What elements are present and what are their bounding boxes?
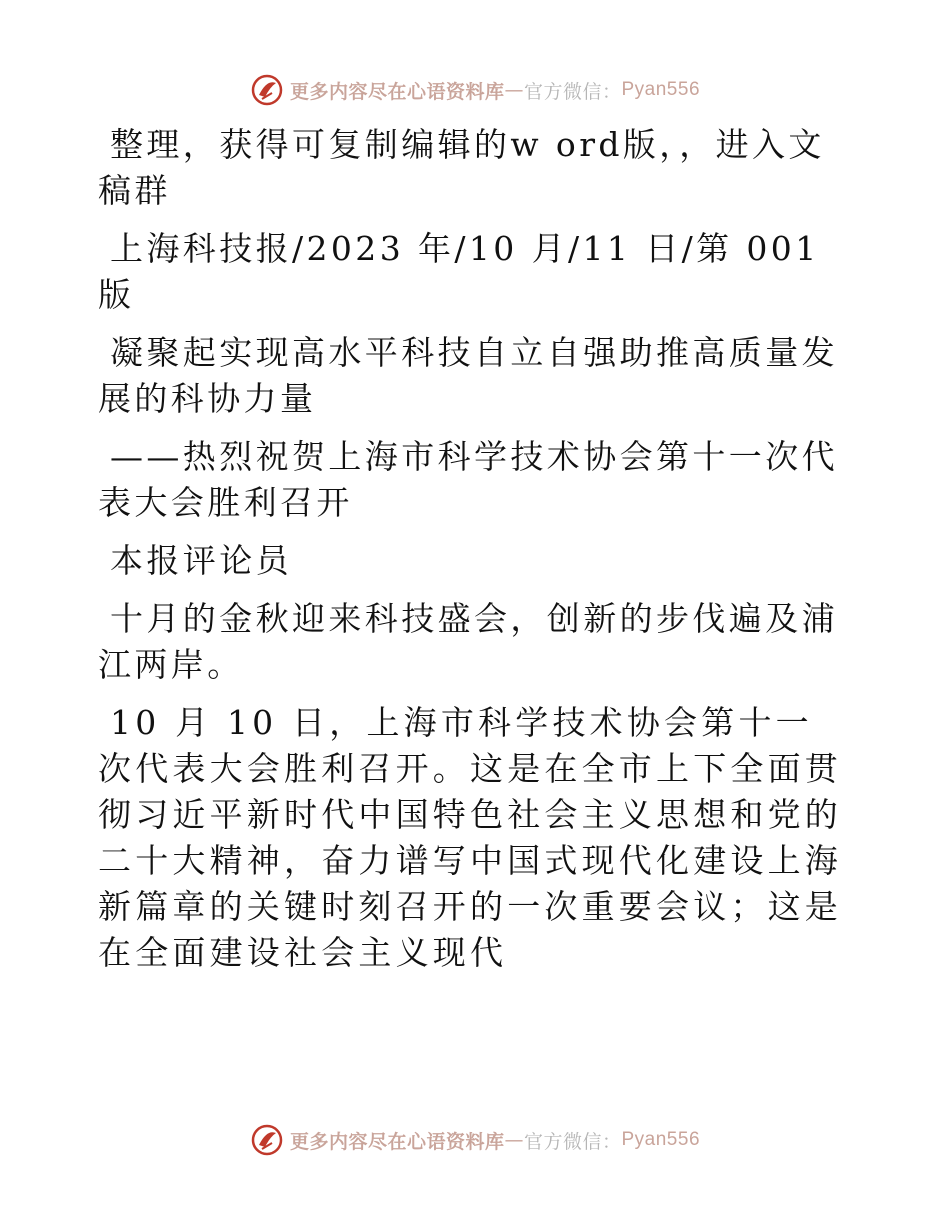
article-subtitle: ——热烈祝贺上海市科学技术协会第十一次代表大会胜利召开 (98, 437, 838, 522)
brand-logo-icon (250, 73, 284, 107)
brand-logo-icon (250, 1123, 284, 1157)
body-paragraph: 10 月 10 日，上海市科学技术协会第十一次代表大会胜利召开。这是在全市上下全面贯彻习近平新时代中国特色社会主义思想和党的二十大精神，奋力谱写中国式现代化建设上海新篇章的关键时刻召开的一次重要会议；这是在全面建设社会主义现代 (98, 703, 842, 972)
watermark-id: Pyan556 (621, 79, 701, 100)
watermark-brand: 更多内容尽在心语资料库 (289, 80, 505, 103)
watermark-sub: 官方微信： (523, 1130, 622, 1153)
watermark-dash: — (504, 1129, 524, 1151)
footer-watermark (0, 1120, 950, 1160)
intro-line: 整理，获得可复制编辑的w ord版，，进入文稿群 (98, 125, 825, 210)
watermark-brand: 更多内容尽在心语资料库 (289, 1130, 505, 1153)
watermark-id: Pyan556 (621, 1129, 701, 1150)
watermark-sub: 官方微信： (523, 80, 622, 103)
document-body (98, 122, 850, 988)
source-line: 上海科技报/2023 年/10 月/11 日/第 001 版 (98, 229, 820, 314)
byline: 本报评论员 (110, 541, 292, 580)
header-watermark (0, 70, 950, 110)
watermark-dash: — (504, 79, 524, 101)
body-paragraph: 十月的金秋迎来科技盛会，创新的步伐遍及浦江两岸。 (98, 599, 838, 684)
article-title: 凝聚起实现高水平科技自立自强助推高质量发展的科协力量 (98, 333, 838, 418)
